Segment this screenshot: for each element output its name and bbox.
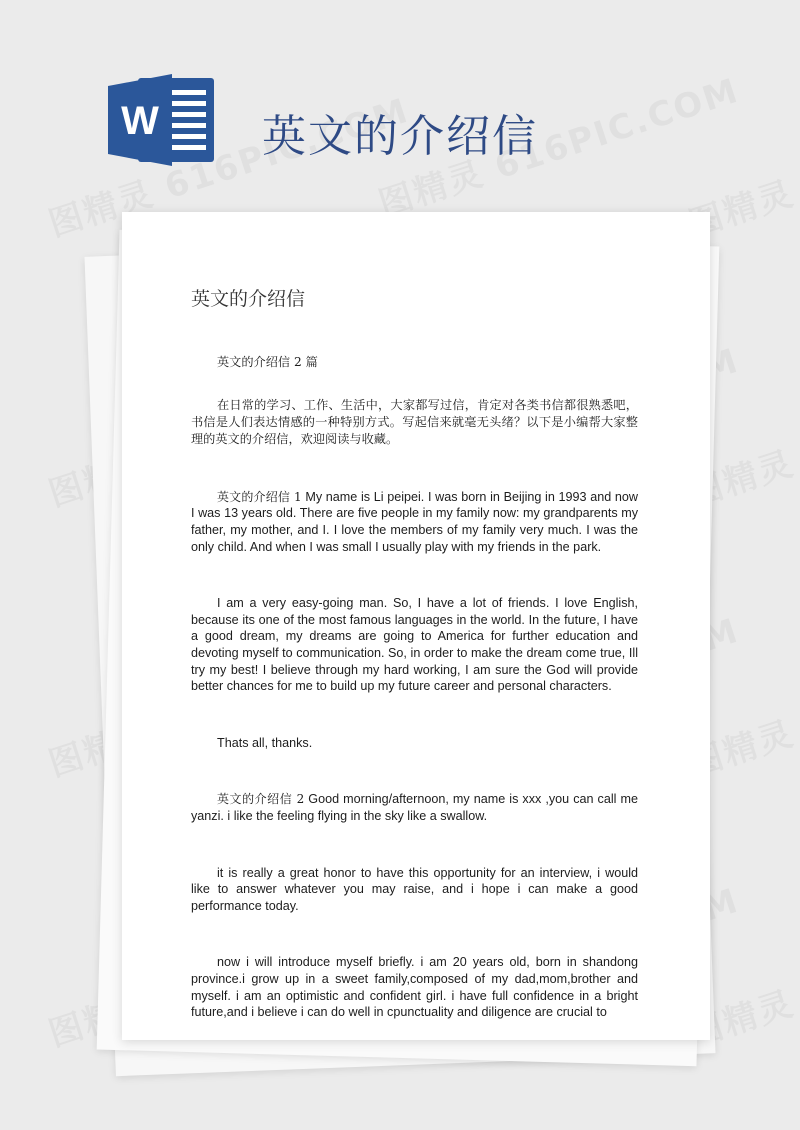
document-title: 英文的介绍信 [191,288,306,310]
letter2-text: Good morning/afternoon, my name is xxx ,you can call me yanzi. i like the feeling flying in the sky like a swallow. [191,792,638,823]
word-logo-letter: W [121,99,159,143]
document-page [122,212,710,1040]
word-document-icon [108,74,218,166]
letter2-paragraph1 [191,791,638,824]
intro-paragraph: 在日常的学习、工作、生活中，大家都写过信，肯定对各类书信都很熟悉吧，书信是人们表达情感的一种特别方式。写起信来就毫无头绪？以下是小编帮大家整理的英文的介绍信，欢迎阅读与收藏。 [191,397,638,447]
letter2-paragraph2: it is really a great honor to have this opportunity for an interview, i would like to answer whatever you may raise, and i hope i can make a good performance today. [191,865,638,913]
document-body [191,354,638,1040]
letter1-paragraph1 [191,489,638,555]
letter1-text: My name is Li peipei. I was born in Beijing in 1993 and now I was 13 years old. There are five people in my family now: my grandparents my father, my mother, and I. I love the members of my family very much. I was the only child. And when I was small I usually play with my friends in the park. [191,489,638,554]
letter1-paragraph3: Thats all, thanks. [217,735,313,750]
letter2-label: 英文的介绍信 2 [217,792,305,807]
document-subtitle: 英文的介绍信 2 篇 [217,355,318,369]
letter2-paragraph3: now i will introduce myself briefly. i am 20 years old, born in shandong province.i grow up in a sweet family,composed of my dad,mom,brother and myself. i am an optimistic and confident girl. i have full confidence in a bright future,and i believe i can do well in cpunctuality and diligence are crucial to [191,955,638,1020]
header-title: 英文的介绍信 [262,111,538,162]
letter1-label: 英文的介绍信 1 [217,489,302,504]
letter1-paragraph2: I am a very easy-going man. So, I have a lot of friends. I love English, because its one of the most famous languages in the world. In the future, I have a good dream, my dreams are going to America for further education and devoting myself to communication. So, in order to make the dream come true, Ill try my best! I believe through my hard working, I am sure the God will provide better chances for me to build up my future career and personal characters. [191,596,638,694]
